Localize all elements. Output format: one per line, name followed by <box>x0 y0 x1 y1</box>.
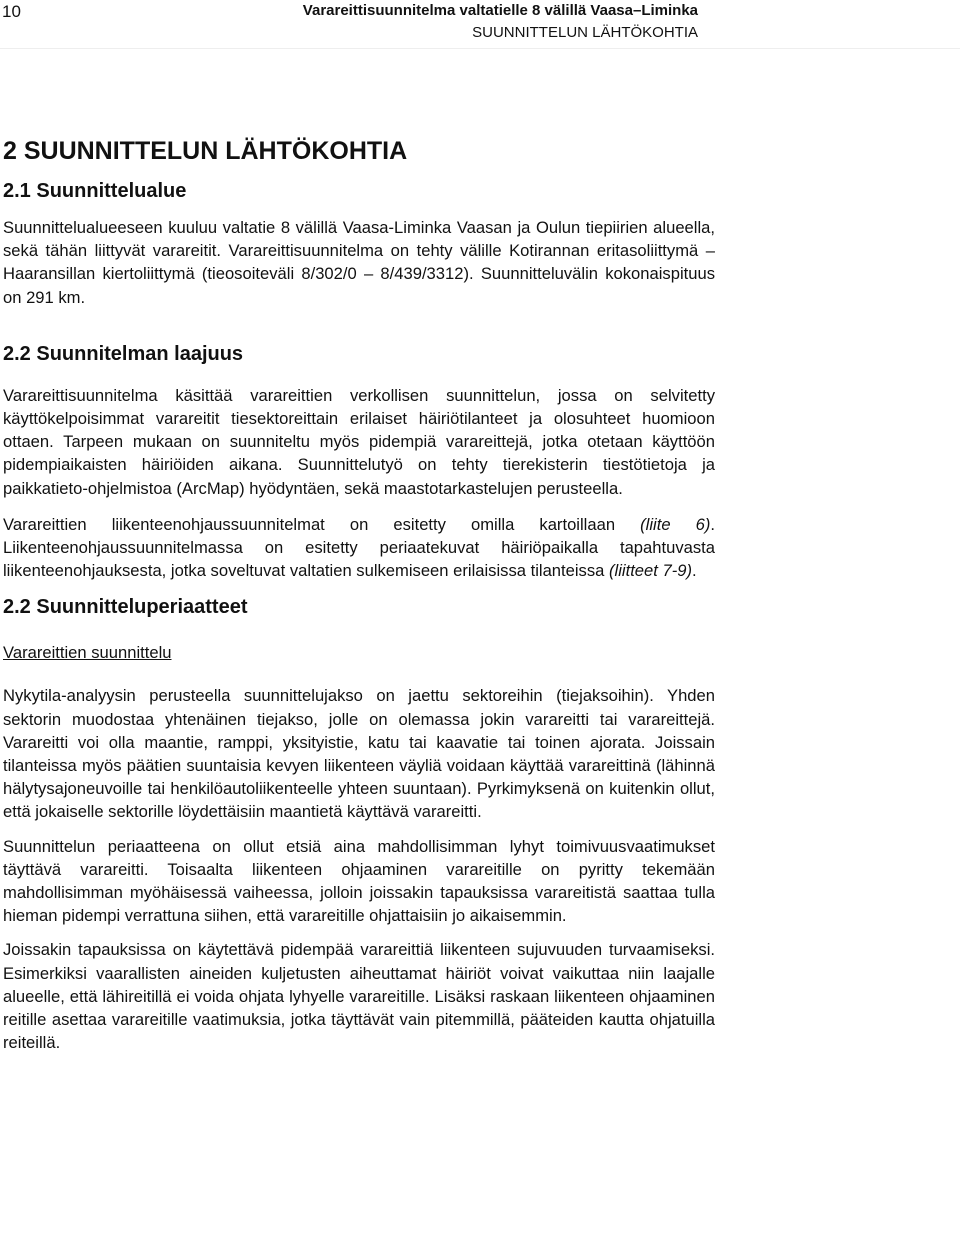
running-header-title: Varareittisuunnitelma valtatielle 8 välillä Vaasa–Liminka <box>302 2 698 19</box>
page-number: 10 <box>2 2 21 21</box>
paragraph: Varareittisuunnitelma käsittää varareittien verkollisen suunnittelun, jossa on selvitetty käyttökelpoisimmat varareitit tiesektoreittain erilaiset häiriötilanteet ja olosuhteet huomioon ottaen. Tarpeen mukaan on suunniteltu myös pidempiä varareittejä, jotka otetaan käyttöön pidempiaikaisten häiriöiden aikana. Suunnittelutyö on tehty tierekisterin tiestötietoja ja paikkatieto-ohjelmistoa (ArcMap) hyödyntäen, sekä maastotarkastelujen perusteella. <box>3 385 715 498</box>
paragraph-with-references <box>3 513 715 583</box>
paragraph: Suunnittelualueeseen kuuluu valtatie 8 välillä Vaasa-Liminka Vaasan ja Oulun tiepiirien alueella, sekä tähän liittyvät varareitit. Varareittisuunnitelma on tehty välille Kotirannan eritasoliittymä – Haaransillan kiertoliittymä (tieosoiteväli 8/302/0 – 8/439/3312). Suunnitteluvälin kokonaispituus on 291 km. <box>3 218 715 307</box>
appendix-reference: (liitteet 7-9) <box>609 561 692 581</box>
section-heading-suunnittelualue: 2.1 Suunnittelualue <box>3 180 187 202</box>
running-header-subtitle: SUUNNITTELUN LÄHTÖKOHTIA <box>472 24 698 41</box>
running-header <box>303 0 698 44</box>
paragraph: Joissakin tapauksissa on käytettävä pidempää varareittiä liikenteen sujuvuuden turvaamiseksi. Esimerkiksi vaarallisten aineiden kuljetusten aiheuttamat häiriöt voivat vaikuttaa niin laajalle alueelle, että lähireitillä ei voida ohjata lyhyelle varareitille. Lisäksi raskaan liikenteen ohjaaminen reitille asettaa varareitille vaatimuksia, jotka täyttävät vain pitemmillä, pääteiden kautta ohjatuilla reiteillä. <box>3 940 715 1053</box>
text-run: . <box>692 561 697 581</box>
paragraph: Suunnittelun periaatteena on ollut etsiä aina mahdollisimman lyhyt toimivuusvaatimukset täyttävä varareitti. Toisaalta liikenteen ohjaaminen varareitille on pyritty tekemään mahdollisimman myöhäisessä vaiheessa, jolloin joissakin tapauksissa varareitistä saattaa tulla hieman pidempi verrattuna siihen, että varareitille ohjattaisiin jo aikaisemmin. <box>3 836 715 926</box>
text-run: Varareittien liikenteenohjaussuunnitelmat on esitetty omilla kartoillaan <box>3 514 641 534</box>
section-heading-laajuus: 2.2 Suunnitelman laajuus <box>3 342 244 365</box>
text-run: . Liikenteenohjaussuunnitelmassa on esitetty periaatekuvat häiriöpaikalla tapahtuvasta liikenteenohjauksesta, jotka soveltuvat valtatien sulkemiseen erilaisissa tilanteissa <box>3 514 715 581</box>
appendix-reference: (liite 6) <box>640 514 711 534</box>
chapter-heading: 2 SUUNNITTELUN LÄHTÖKOHTIA <box>3 137 408 165</box>
header-divider <box>0 48 960 49</box>
subheading-varareittien-suunnittelu: Varareittien suunnittelu <box>3 643 172 663</box>
paragraph: Nykytila-analyysin perusteella suunnittelujakso on jaettu sektoreihin (tiejaksoihin). Yhden sektorin muodostaa yhtenäinen tiejakso, jolle on olemassa jokin varareitti tai varareittejä. Varareitti voi olla maantie, ramppi, yksityistie, katu tai kaavatie tai toinen ajorata. Joissain tilanteissa myös päätien suuntaisia kevyen liikenteen väyliä voidaan käyttää varareittinä (lähinnä hälytysajoneuvoille tai henkilöautoliikenteelle yhteen suuntaan). Pyrkimyksenä on kuitenkin ollut, että jokaiselle sektorille löydettäisiin maantietä käyttävä varareitti. <box>3 686 715 822</box>
section-heading-suunnitteluperiaatteet: 2.2 Suunnitteluperiaatteet <box>3 596 248 619</box>
document-body <box>3 133 715 1054</box>
